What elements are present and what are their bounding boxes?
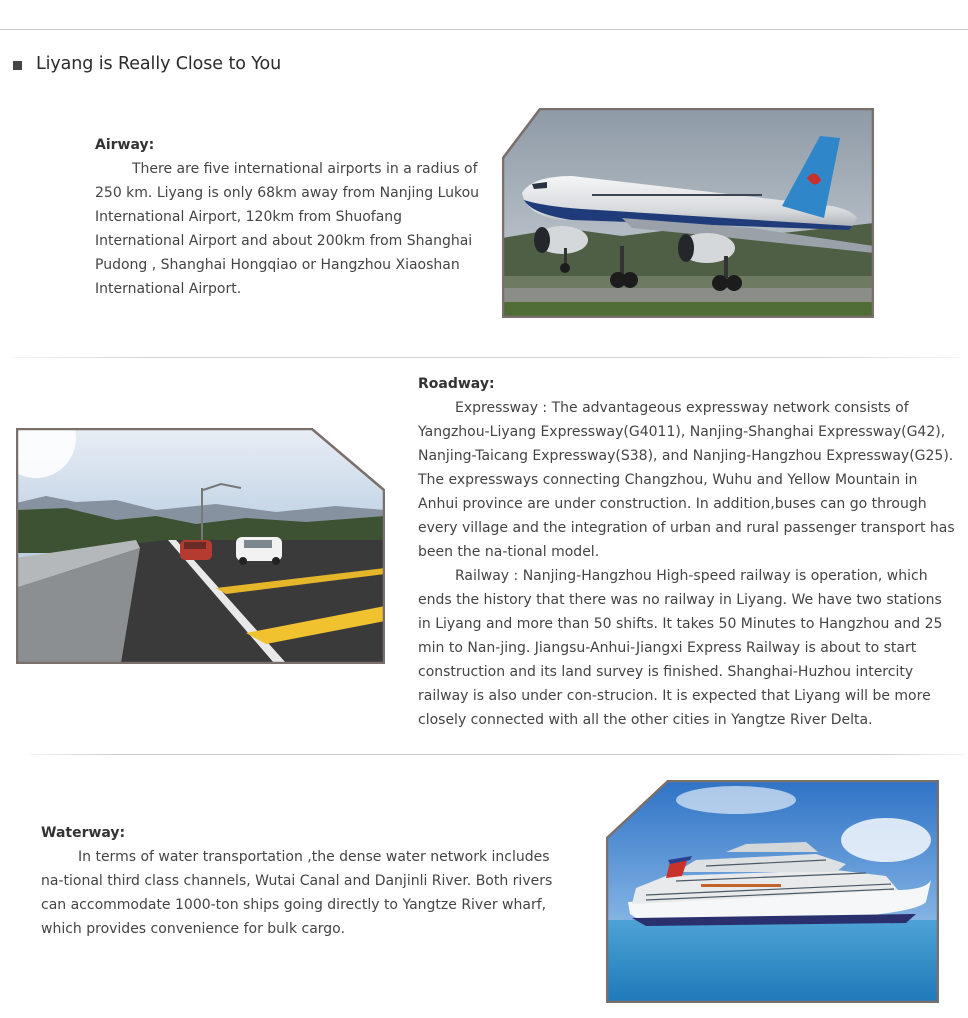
section-divider bbox=[10, 357, 960, 358]
waterway-heading: Waterway: bbox=[41, 825, 126, 841]
cruise-ship-photo bbox=[606, 780, 939, 1003]
section-divider bbox=[30, 754, 965, 755]
airway-text: There are five international airports in a radius of 250 km. Liyang is only 68km away from Nanjing Lukou International Airport, 120km from Shuofang International Airport and about 200km from Shanghai Pudong , Shanghai Hongqiao or Hangzhou Xiaoshan International Airport. bbox=[95, 161, 480, 297]
expressway-photo bbox=[16, 428, 385, 664]
expressway-text: Expressway : The advantageous expressway network consists of Yangzhou-Liyang Expressway(G4011), Nanjing-Shanghai Expressway(G42), Nanjing-Taicang Expressway(S38), and Nanjing-Hangzhou Expressway(G25). The expressways connecting Changzhou, Wuhu and Yellow Mountain in Anhui province are under construction. In addition,buses can go through every village and the integration of urban and rural passenger transport has been the na-tional model. bbox=[418, 400, 955, 560]
airway-section bbox=[95, 133, 485, 301]
roadway-section bbox=[418, 372, 958, 732]
page-title: Liyang is Really Close to You bbox=[36, 54, 282, 74]
square-bullet-icon bbox=[13, 61, 22, 70]
waterway-text: In terms of water transportation ,the dense water network includes na-tional third class channels, Wutai Canal and Danjinli River. Both rivers can accommodate 1000-ton ships going directly to Yangtze River wharf, which provides convenience for bulk cargo. bbox=[41, 849, 553, 937]
section-title-row bbox=[13, 54, 281, 74]
railway-text: Railway : Nanjing-Hangzhou High-speed railway is operation, which ends the history that there was no railway in Liyang. We have two stations in Liyang and more than 50 shifts. It takes 50 Minutes to Hangzhou and 25 min to Nan-jing. Jiangsu-Anhui-Jiangxi Express Railway is about to start construction and its land survey is finished. Shanghai-Huzhou intercity railway is also under con-strucion. It is expected that Liyang will be more closely connected with all the other cities in Yangtze River Delta. bbox=[418, 568, 943, 728]
roadway-heading: Roadway: bbox=[418, 376, 495, 392]
airplane-photo bbox=[502, 108, 874, 318]
waterway-section bbox=[41, 821, 561, 941]
top-divider bbox=[0, 29, 968, 30]
airway-heading: Airway: bbox=[95, 137, 155, 153]
